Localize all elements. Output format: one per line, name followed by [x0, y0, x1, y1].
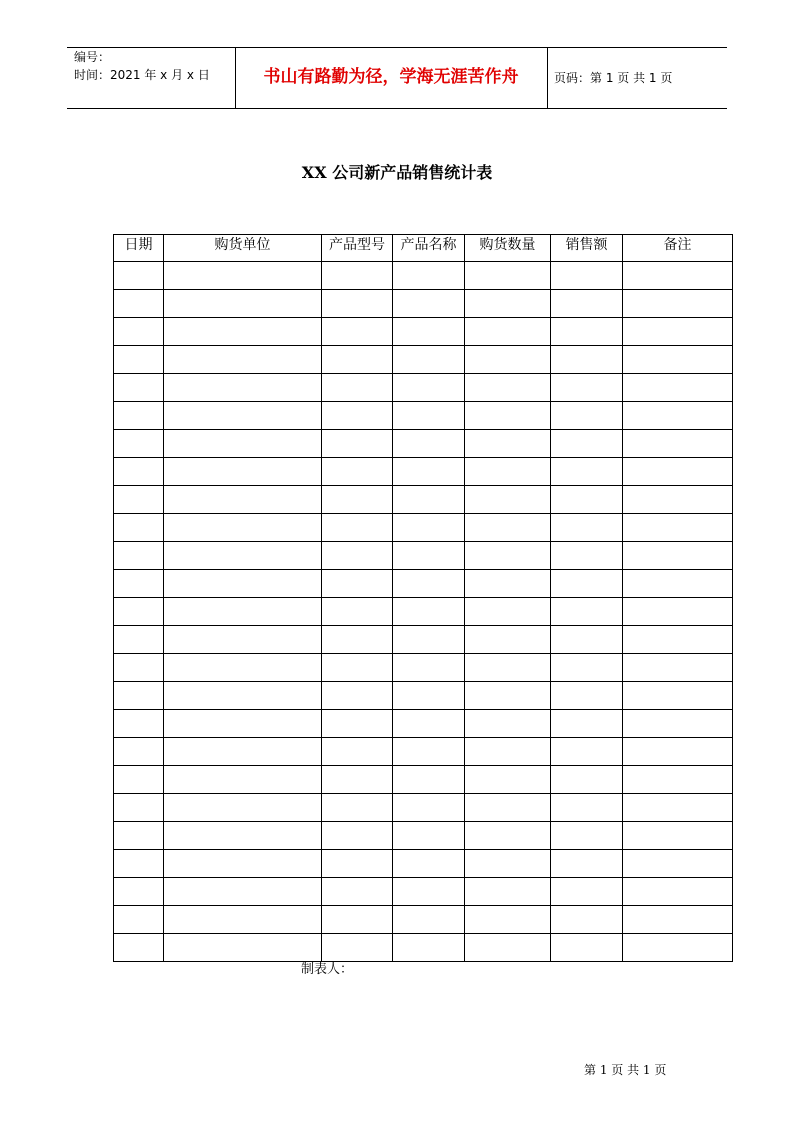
table-cell[interactable] [114, 878, 164, 906]
table-cell[interactable] [623, 934, 733, 962]
table-cell[interactable] [322, 570, 393, 598]
table-cell[interactable] [551, 402, 623, 430]
table-cell[interactable] [551, 682, 623, 710]
table-cell[interactable] [393, 906, 465, 934]
table-row [114, 878, 733, 906]
table-cell[interactable] [623, 290, 733, 318]
table-cell[interactable] [551, 570, 623, 598]
table-cell[interactable] [393, 542, 465, 570]
table-cell[interactable] [465, 374, 551, 402]
table-cell[interactable] [322, 514, 393, 542]
table-cell[interactable] [322, 542, 393, 570]
table-cell[interactable] [322, 598, 393, 626]
table-cell[interactable] [322, 906, 393, 934]
table-cell[interactable] [623, 794, 733, 822]
table-cell[interactable] [164, 458, 322, 486]
table-cell[interactable] [164, 822, 322, 850]
table-cell[interactable] [114, 262, 164, 290]
table-cell[interactable] [465, 766, 551, 794]
header-divider [235, 48, 236, 108]
table-cell[interactable] [164, 290, 322, 318]
table-row [114, 514, 733, 542]
table-cell[interactable] [551, 794, 623, 822]
table-cell[interactable] [164, 486, 322, 514]
table-row [114, 598, 733, 626]
table-row [114, 682, 733, 710]
table-cell[interactable] [393, 934, 465, 962]
table-cell[interactable] [164, 542, 322, 570]
table-cell[interactable] [114, 514, 164, 542]
table-cell[interactable] [551, 430, 623, 458]
table-cell[interactable] [164, 430, 322, 458]
table-cell[interactable] [322, 458, 393, 486]
table-cell[interactable] [322, 654, 393, 682]
table-cell[interactable] [551, 542, 623, 570]
table-cell[interactable] [322, 794, 393, 822]
table-cell[interactable] [623, 542, 733, 570]
table-cell[interactable] [393, 766, 465, 794]
table-cell[interactable] [393, 290, 465, 318]
table-cell[interactable] [114, 346, 164, 374]
table-cell[interactable] [551, 878, 623, 906]
table-cell[interactable] [465, 682, 551, 710]
table-row [114, 626, 733, 654]
table-cell[interactable] [465, 430, 551, 458]
table-cell[interactable] [623, 626, 733, 654]
table-cell[interactable] [114, 570, 164, 598]
column-header-remarks: 备注 [623, 235, 733, 262]
table-cell[interactable] [322, 430, 393, 458]
table-cell[interactable] [393, 878, 465, 906]
table-cell[interactable] [551, 626, 623, 654]
table-cell[interactable] [465, 654, 551, 682]
table-cell[interactable] [322, 822, 393, 850]
table-cell[interactable] [164, 682, 322, 710]
table-row [114, 542, 733, 570]
table-cell[interactable] [164, 262, 322, 290]
table-row [114, 906, 733, 934]
table-cell[interactable] [623, 598, 733, 626]
table-cell[interactable] [623, 710, 733, 738]
table-cell[interactable] [164, 318, 322, 346]
table-cell[interactable] [393, 262, 465, 290]
table-cell[interactable] [551, 318, 623, 346]
sales-table [113, 234, 733, 962]
table-cell[interactable] [114, 934, 164, 962]
table-cell[interactable] [551, 290, 623, 318]
table-cell[interactable] [465, 822, 551, 850]
table-cell[interactable] [164, 738, 322, 766]
column-header-quantity: 购货数量 [465, 235, 551, 262]
table-cell[interactable] [393, 794, 465, 822]
table-cell[interactable] [465, 710, 551, 738]
table-row [114, 570, 733, 598]
table-row [114, 402, 733, 430]
table-row [114, 430, 733, 458]
page-footer: 第 1 页 共 1 页 [584, 1063, 667, 1077]
table-cell[interactable] [551, 822, 623, 850]
table-cell[interactable] [322, 710, 393, 738]
table-row [114, 766, 733, 794]
table-cell[interactable] [393, 402, 465, 430]
table-cell[interactable] [551, 710, 623, 738]
table-cell[interactable] [623, 374, 733, 402]
table-cell[interactable] [322, 262, 393, 290]
table-cell[interactable] [465, 346, 551, 374]
table-cell[interactable] [114, 458, 164, 486]
table-cell[interactable] [393, 822, 465, 850]
table-cell[interactable] [393, 654, 465, 682]
table-cell[interactable] [322, 486, 393, 514]
column-header-date: 日期 [114, 235, 164, 262]
table-cell[interactable] [551, 766, 623, 794]
header-page-info: 页码：第 1 页 共 1 页 [554, 71, 673, 85]
table-cell[interactable] [114, 850, 164, 878]
table-cell[interactable] [164, 850, 322, 878]
page-title: XX 公司新产品销售统计表 [301, 163, 493, 182]
table-cell[interactable] [623, 318, 733, 346]
table-cell[interactable] [623, 346, 733, 374]
table-cell[interactable] [465, 514, 551, 542]
table-cell[interactable] [623, 262, 733, 290]
table-cell[interactable] [623, 822, 733, 850]
table-cell[interactable] [551, 654, 623, 682]
table-row [114, 934, 733, 962]
table-cell[interactable] [164, 402, 322, 430]
table-cell[interactable] [465, 738, 551, 766]
table-cell[interactable] [322, 290, 393, 318]
table-cell[interactable] [465, 598, 551, 626]
table-row [114, 318, 733, 346]
table-row [114, 850, 733, 878]
table-row [114, 290, 733, 318]
table-cell[interactable] [114, 822, 164, 850]
table-cell[interactable] [114, 290, 164, 318]
table-cell[interactable] [322, 766, 393, 794]
table-cell[interactable] [114, 402, 164, 430]
table-cell[interactable] [393, 430, 465, 458]
table-cell[interactable] [164, 710, 322, 738]
table-cell[interactable] [322, 682, 393, 710]
table-cell[interactable] [164, 934, 322, 962]
table-cell[interactable] [465, 934, 551, 962]
table-cell[interactable] [322, 318, 393, 346]
table-cell[interactable] [623, 766, 733, 794]
column-header-product-name: 产品名称 [393, 235, 465, 262]
table-cell[interactable] [393, 486, 465, 514]
table-cell[interactable] [551, 598, 623, 626]
table-cell[interactable] [623, 514, 733, 542]
table-row [114, 738, 733, 766]
table-row [114, 654, 733, 682]
table-cell[interactable] [623, 738, 733, 766]
column-header-sales-amount: 销售额 [551, 235, 623, 262]
table-body [114, 262, 733, 962]
table-cell[interactable] [393, 850, 465, 878]
table-cell[interactable] [393, 710, 465, 738]
table-cell[interactable] [114, 598, 164, 626]
table-cell[interactable] [114, 626, 164, 654]
table-cell[interactable] [551, 934, 623, 962]
table-cell[interactable] [164, 346, 322, 374]
table-cell[interactable] [465, 850, 551, 878]
table-cell[interactable] [465, 486, 551, 514]
maker-label: 制表人： [301, 962, 354, 977]
table-header-row [114, 235, 733, 262]
table-cell[interactable] [164, 626, 322, 654]
table-cell[interactable] [551, 738, 623, 766]
table-cell[interactable] [322, 346, 393, 374]
table-cell[interactable] [465, 570, 551, 598]
table-cell[interactable] [465, 542, 551, 570]
table-cell[interactable] [623, 430, 733, 458]
table-cell[interactable] [164, 514, 322, 542]
table-cell[interactable] [551, 374, 623, 402]
table-cell[interactable] [322, 402, 393, 430]
table-cell[interactable] [164, 570, 322, 598]
table-cell[interactable] [322, 626, 393, 654]
table-cell[interactable] [164, 374, 322, 402]
document-date: 时间：2021 年 x 月 x 日 [74, 68, 210, 82]
table-row [114, 794, 733, 822]
table-cell[interactable] [551, 906, 623, 934]
table-cell[interactable] [393, 374, 465, 402]
table-cell[interactable] [322, 878, 393, 906]
column-header-model: 产品型号 [322, 235, 393, 262]
table-cell[interactable] [551, 514, 623, 542]
column-header-buyer: 购货单位 [164, 235, 322, 262]
table-cell[interactable] [623, 878, 733, 906]
table-cell[interactable] [465, 626, 551, 654]
table-row [114, 458, 733, 486]
table-cell[interactable] [465, 402, 551, 430]
table-cell[interactable] [114, 906, 164, 934]
table-cell[interactable] [623, 402, 733, 430]
table-cell[interactable] [114, 430, 164, 458]
table-cell[interactable] [393, 738, 465, 766]
document-header [67, 47, 727, 109]
table-cell[interactable] [114, 318, 164, 346]
table-row [114, 710, 733, 738]
table-cell[interactable] [114, 542, 164, 570]
table-cell[interactable] [393, 682, 465, 710]
table-cell[interactable] [114, 654, 164, 682]
table-cell[interactable] [465, 878, 551, 906]
table-cell[interactable] [164, 654, 322, 682]
table-cell[interactable] [164, 906, 322, 934]
table-cell[interactable] [393, 458, 465, 486]
table-cell[interactable] [322, 934, 393, 962]
table-cell[interactable] [623, 570, 733, 598]
table-cell[interactable] [623, 850, 733, 878]
table-cell[interactable] [623, 654, 733, 682]
table-cell[interactable] [164, 878, 322, 906]
table-cell[interactable] [465, 262, 551, 290]
table-cell[interactable] [322, 738, 393, 766]
table-cell[interactable] [164, 766, 322, 794]
table-row [114, 374, 733, 402]
table-cell[interactable] [114, 374, 164, 402]
table-cell[interactable] [114, 794, 164, 822]
table-cell[interactable] [551, 486, 623, 514]
table-cell[interactable] [164, 598, 322, 626]
table-cell[interactable] [623, 682, 733, 710]
table-cell[interactable] [322, 850, 393, 878]
table-cell[interactable] [465, 318, 551, 346]
header-divider [547, 48, 548, 108]
table-cell[interactable] [623, 906, 733, 934]
table-row [114, 822, 733, 850]
table-cell[interactable] [114, 738, 164, 766]
table-cell[interactable] [393, 570, 465, 598]
table-cell[interactable] [114, 710, 164, 738]
table-cell[interactable] [393, 598, 465, 626]
table-cell[interactable] [114, 486, 164, 514]
table-row [114, 346, 733, 374]
table-cell[interactable] [393, 346, 465, 374]
table-cell[interactable] [551, 262, 623, 290]
table-row [114, 486, 733, 514]
table-cell[interactable] [551, 346, 623, 374]
table-cell[interactable] [114, 766, 164, 794]
table-cell[interactable] [465, 290, 551, 318]
table-cell[interactable] [322, 374, 393, 402]
table-cell[interactable] [164, 794, 322, 822]
document-number-label: 编号： [74, 50, 111, 64]
table-cell[interactable] [114, 682, 164, 710]
table-cell[interactable] [393, 318, 465, 346]
table-cell[interactable] [465, 906, 551, 934]
header-motto: 书山有路勤为径，学海无涯苦作舟 [263, 67, 519, 87]
table-cell[interactable] [551, 458, 623, 486]
table-cell[interactable] [393, 626, 465, 654]
table-cell[interactable] [623, 486, 733, 514]
table-cell[interactable] [551, 850, 623, 878]
table-cell[interactable] [393, 514, 465, 542]
table-cell[interactable] [465, 794, 551, 822]
table-cell[interactable] [465, 458, 551, 486]
table-row [114, 262, 733, 290]
table-cell[interactable] [623, 458, 733, 486]
